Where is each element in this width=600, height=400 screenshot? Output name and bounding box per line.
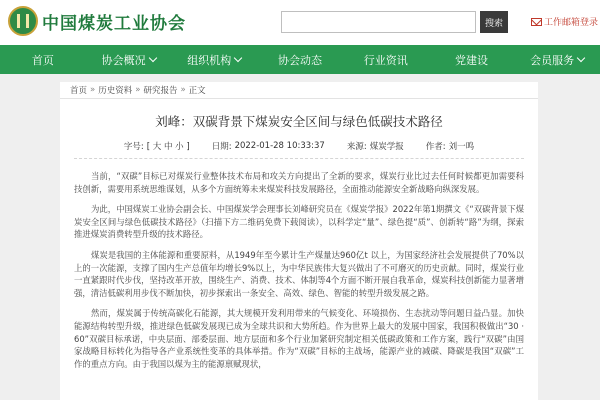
article-title: 刘峰：双碳背景下煤炭安全区间与绿色低碳技术路径 bbox=[155, 114, 443, 129]
publish-date: 2022-01-28 10:33:37 bbox=[234, 141, 325, 151]
breadcrumb-reports[interactable]: 研究报告 bbox=[143, 86, 178, 96]
source-label: 来源: bbox=[346, 142, 367, 152]
nav-label: 党建设 bbox=[454, 53, 488, 67]
breadcrumb-separator: » bbox=[90, 85, 96, 95]
date-label: 日期: bbox=[211, 142, 232, 152]
site-header bbox=[0, 0, 600, 45]
mail-login-label: 工作邮箱登录 bbox=[544, 18, 599, 28]
article-meta bbox=[60, 140, 538, 152]
nav-label: 首页 bbox=[31, 53, 54, 67]
nav-item-industry[interactable] bbox=[343, 45, 429, 74]
mail-icon bbox=[531, 18, 542, 26]
association-logo-icon[interactable] bbox=[8, 6, 38, 36]
fontsize-label: 字号: bbox=[123, 142, 144, 152]
main-nav bbox=[0, 45, 600, 74]
breadcrumb-separator: » bbox=[135, 85, 141, 95]
search-button[interactable]: 搜索 bbox=[480, 11, 508, 33]
nav-item-news[interactable] bbox=[257, 45, 343, 74]
article-paragraph: 然而，煤炭属于传统高碳化石能源，其大规模开发利用带来的气候变化、环境损伤、生态扰动等问题日益凸显。加快能源结构转型升级，推进绿色低碳发展现已成为全球共识和大势所趋。作为世界上最大的发展中国家，我国积极做出“30 · 60”双碳目标承诺，中央层面、部委层面、地方层面和多个行业加紧研究制定相关低碳政策和工作方案，践行“双碳”由国家战略目标转化为指导各产业系统性变革的具体举措。作为“双碳”目标的主战场，能源产业的减碳、降碳是我国“双碳”工作的重点方向。由于我国以煤为主的能源禀赋现状， bbox=[74, 308, 524, 369]
article-paragraph: 当前，“双碳”目标已对煤炭行业整体技术布局和攻关方向提出了全新的要求，煤炭行业比过去任何时候都更加需要科技创新，需要用系统思维谋划，从多个方面统筹未来煤炭科技发展路径，全面推动能源安全新战略向纵深发展。 bbox=[74, 171, 524, 194]
search-input[interactable] bbox=[281, 11, 476, 33]
nav-label: 协会概况 bbox=[101, 53, 146, 67]
breadcrumb bbox=[60, 82, 538, 99]
work-mail-login-link[interactable] bbox=[531, 15, 598, 28]
nav-label: 行业资讯 bbox=[363, 53, 408, 67]
author-label: 作者: bbox=[425, 142, 446, 152]
article-paragraph: 煤炭是我国的主体能源和重要原料，从1949年至今累计生产煤量达960亿t 以上，为国家经济社会发展提供了70%以上的一次能源，支撑了国内生产总值年均增长9%以上，为中华民族伟大复兴做出了不可磨灭的历史贡献。同时，煤炭行业一直紧跟时代步伐，坚持改革开放，围绕生产、消费、技术、体制等4个方面不断开展自我革命，煤炭科技创新能力显著增强，清洁低碳利用步伐不断加快，初步探索出一条安全、高效、绿色、智能的转型升级发展之路。 bbox=[74, 249, 524, 298]
chevron-down-icon bbox=[234, 54, 242, 62]
nav-item-home[interactable] bbox=[0, 45, 86, 74]
nav-item-organization[interactable] bbox=[171, 45, 257, 74]
nav-item-party[interactable] bbox=[429, 45, 515, 74]
fontsize-options[interactable]: [ 大 中 小 ] bbox=[146, 142, 190, 152]
chevron-down-icon bbox=[148, 54, 156, 62]
source-value: 煤炭学报 bbox=[369, 142, 404, 152]
nav-label: 协会动态 bbox=[278, 53, 323, 67]
breadcrumb-separator: » bbox=[180, 85, 186, 95]
chevron-down-icon bbox=[577, 54, 585, 62]
article-body bbox=[60, 159, 538, 370]
nav-label: 会员服务 bbox=[530, 53, 575, 67]
breadcrumb-current: 正文 bbox=[188, 86, 206, 96]
nav-item-members[interactable] bbox=[514, 45, 600, 74]
author-value: 刘一鸣 bbox=[448, 142, 475, 152]
article-paragraph: 为此，中国煤炭工业协会副会长、中国煤炭学会理事长刘峰研究员在《煤炭学报》2022年第1期撰文《“双碳背景下煤炭安全区间与绿色低碳技术路径》（扫描下方二维码免费下载阅读），以科学定“量”、绿色提“质”、创新转“路”为纲，探索推进煤炭消费转型升级的技术路径。 bbox=[74, 204, 524, 240]
breadcrumb-history[interactable]: 历史资料 bbox=[98, 86, 133, 96]
site-title[interactable]: 中国煤炭工业协会 bbox=[42, 14, 186, 34]
nav-item-overview[interactable] bbox=[86, 45, 172, 74]
nav-label: 组织机构 bbox=[187, 53, 232, 67]
article-panel bbox=[60, 82, 538, 400]
breadcrumb-home[interactable]: 首页 bbox=[70, 86, 88, 96]
